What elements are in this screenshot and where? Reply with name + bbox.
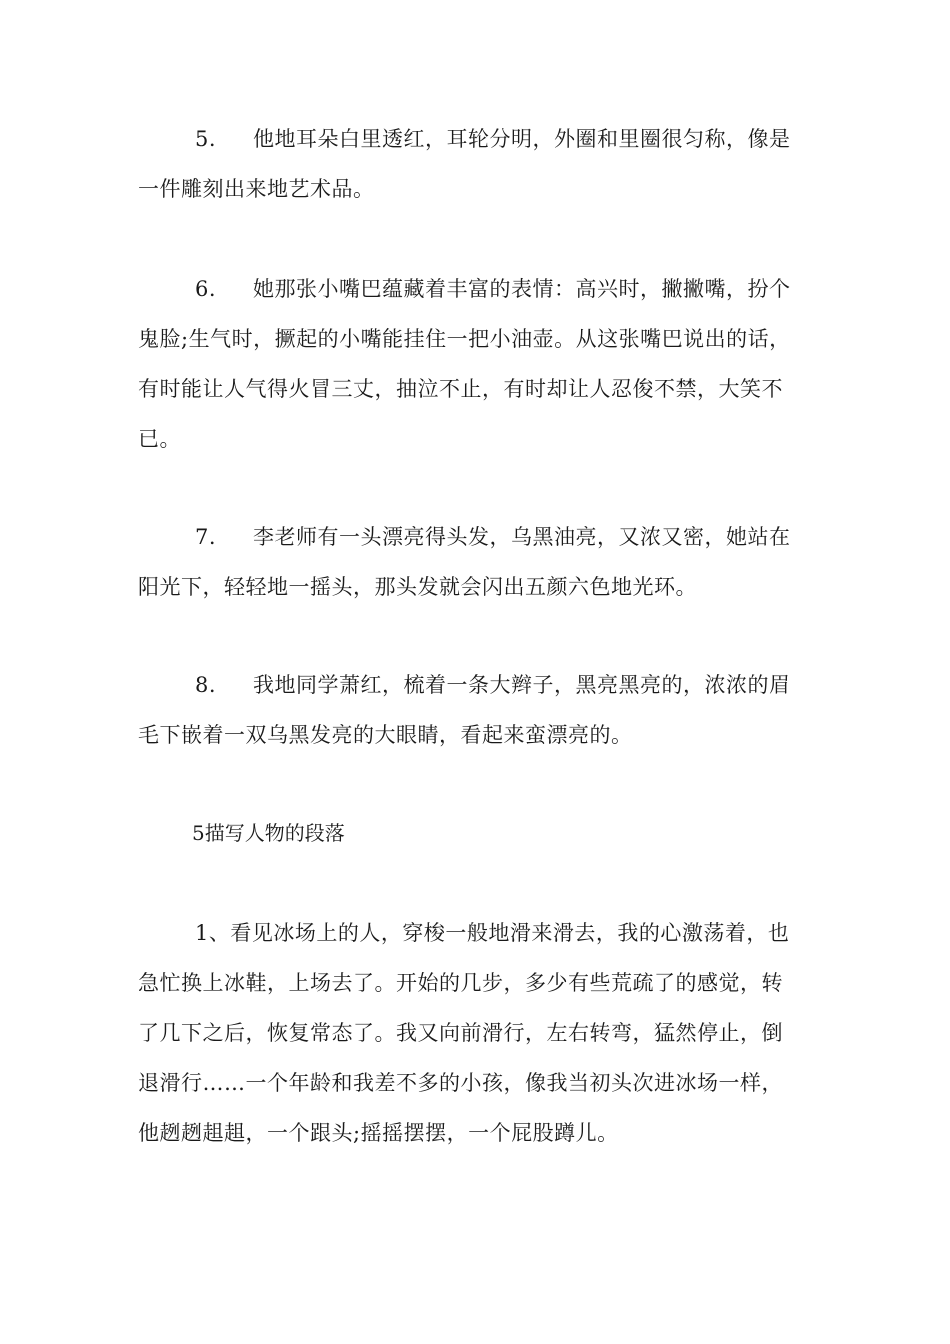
paragraph-8-line-2: 毛下嵌着一双乌黑发亮的大眼睛，看起来蛮漂亮的。 bbox=[138, 723, 633, 747]
paragraph-text: 我地同学萧红，梳着一条大辫子，黑亮黑亮的，浓浓的眉 bbox=[253, 673, 791, 697]
paragraph-number: 6. bbox=[195, 277, 217, 301]
paragraph-number: 5. bbox=[195, 127, 217, 151]
paragraph-text: 李老师有一头漂亮得头发，乌黑油亮，又浓又密，她站在 bbox=[253, 525, 791, 549]
section-paragraph-line-2: 急忙换上冰鞋，上场去了。开始的几步，多少有些荒疏了的感觉，转 bbox=[138, 971, 783, 995]
paragraph-7-line-2: 阳光下，轻轻地一摇头，那头发就会闪出五颜六色地光环。 bbox=[138, 575, 697, 599]
paragraph-5-line-2: 一件雕刻出来地艺术品。 bbox=[138, 177, 375, 201]
section-paragraph-line-5: 他趔趔趄趄，一个跟头;摇摇摆摆，一个屁股蹲儿。 bbox=[138, 1121, 619, 1145]
section-paragraph-line-4: 退滑行……一个年龄和我差不多的小孩，像我当初头次进冰场一样， bbox=[138, 1071, 783, 1095]
paragraph-8-line-1 bbox=[195, 670, 791, 700]
section-heading: 5描写人物的段落 bbox=[192, 821, 345, 845]
paragraph-6-line-3: 有时能让人气得火冒三丈，抽泣不止，有时却让人忍俊不禁，大笑不 bbox=[138, 377, 783, 401]
paragraph-text: 他地耳朵白里透红，耳轮分明，外圈和里圈很匀称，像是 bbox=[253, 127, 791, 151]
paragraph-text: 她那张小嘴巴蕴藏着丰富的表情：高兴时，撇撇嘴，扮个 bbox=[253, 277, 791, 301]
paragraph-6-line-4: 已。 bbox=[138, 427, 181, 451]
paragraph-6-line-1 bbox=[195, 274, 791, 304]
section-paragraph-line-3: 了几下之后，恢复常态了。我又向前滑行，左右转弯，猛然停止，倒 bbox=[138, 1021, 783, 1045]
paragraph-5-line-1 bbox=[195, 124, 791, 154]
paragraph-number: 7. bbox=[195, 525, 217, 549]
paragraph-number: 8. bbox=[195, 673, 217, 697]
paragraph-6-line-2: 鬼脸;生气时，撅起的小嘴能挂住一把小油壶。从这张嘴巴说出的话， bbox=[138, 327, 791, 351]
section-paragraph-line-1: 1、看见冰场上的人，穿梭一般地滑来滑去，我的心激荡着，也 bbox=[195, 921, 790, 945]
paragraph-7-line-1 bbox=[195, 522, 791, 552]
